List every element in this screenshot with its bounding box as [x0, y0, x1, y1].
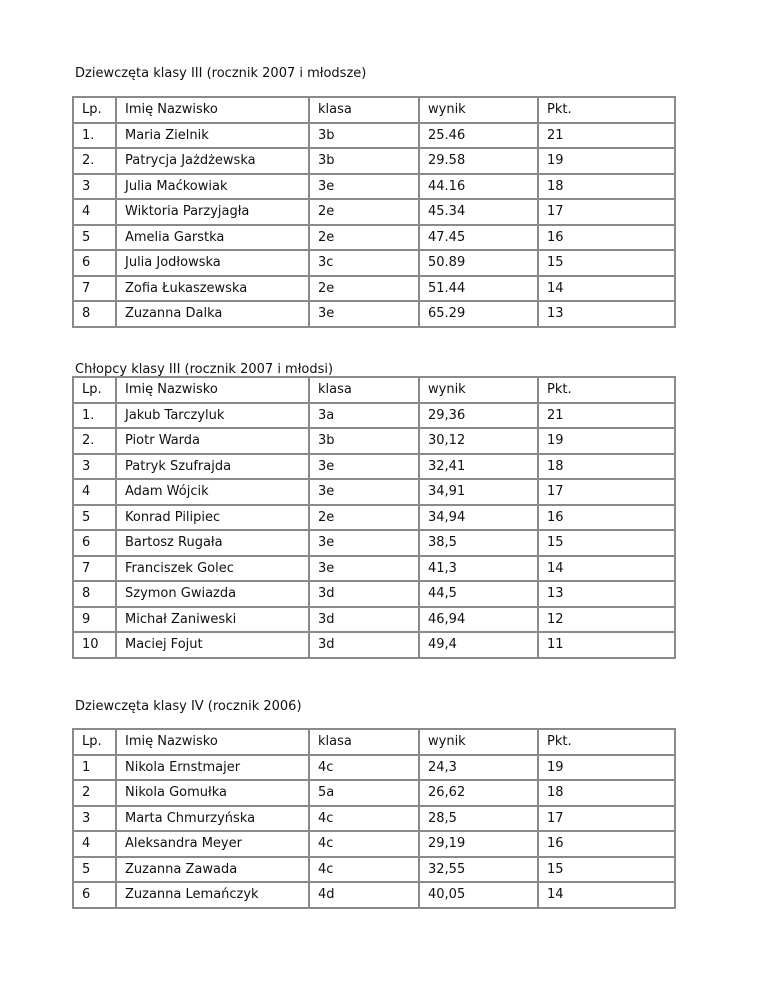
klasa-cell: klasa: [309, 377, 419, 403]
table-row: [73, 505, 675, 531]
name-cell: Nikola Gomułka: [116, 780, 309, 806]
wynik-cell: 29,19: [419, 831, 538, 857]
table-row: [73, 530, 675, 556]
lp-cell: 7: [73, 276, 116, 302]
klasa-cell: 4c: [309, 831, 419, 857]
klasa-cell: 3a: [309, 403, 419, 429]
table-row: [73, 831, 675, 857]
pkt-cell: 21: [538, 403, 675, 429]
klasa-cell: klasa: [309, 97, 419, 123]
name-cell: Szymon Gwiazda: [116, 581, 309, 607]
wynik-cell: 49,4: [419, 632, 538, 658]
lp-cell: 3: [73, 806, 116, 832]
table-row: [73, 123, 675, 149]
pkt-cell: Pkt.: [538, 729, 675, 755]
klasa-cell: 3e: [309, 454, 419, 480]
klasa-cell: 3d: [309, 607, 419, 633]
pkt-cell: Pkt.: [538, 97, 675, 123]
klasa-cell: 3d: [309, 581, 419, 607]
pkt-cell: 12: [538, 607, 675, 633]
name-cell: Julia Maćkowiak: [116, 174, 309, 200]
table-row: [73, 301, 675, 327]
name-cell: Franciszek Golec: [116, 556, 309, 582]
pkt-cell: 18: [538, 780, 675, 806]
results-table-girls-iii: [72, 96, 676, 328]
klasa-cell: 3e: [309, 556, 419, 582]
table-row: [73, 403, 675, 429]
pkt-cell: 21: [538, 123, 675, 149]
table-row: [73, 581, 675, 607]
name-cell: Adam Wójcik: [116, 479, 309, 505]
lp-cell: 1.: [73, 403, 116, 429]
pkt-cell: 16: [538, 831, 675, 857]
table-row: [73, 199, 675, 225]
pkt-cell: 18: [538, 454, 675, 480]
wynik-cell: wynik: [419, 729, 538, 755]
table-row: [73, 276, 675, 302]
table-header-row: [73, 97, 675, 123]
lp-cell: 1.: [73, 123, 116, 149]
pkt-cell: 17: [538, 479, 675, 505]
table-row: [73, 479, 675, 505]
lp-cell: 4: [73, 479, 116, 505]
name-cell: Maria Zielnik: [116, 123, 309, 149]
section-2-title: Dziewczęta klasy IV (rocznik 2006): [75, 699, 302, 714]
pkt-cell: 13: [538, 581, 675, 607]
name-cell: Piotr Warda: [116, 428, 309, 454]
section-1-title: Chłopcy klasy III (rocznik 2007 i młodsi): [75, 362, 334, 377]
name-cell: Nikola Ernstmajer: [116, 755, 309, 781]
pkt-cell: 13: [538, 301, 675, 327]
lp-cell: 8: [73, 581, 116, 607]
klasa-cell: 3e: [309, 530, 419, 556]
table-row: [73, 755, 675, 781]
table-row: [73, 174, 675, 200]
klasa-cell: 3e: [309, 174, 419, 200]
lp-cell: 6: [73, 530, 116, 556]
pkt-cell: 14: [538, 882, 675, 908]
name-cell: Imię Nazwisko: [116, 377, 309, 403]
lp-cell: 6: [73, 882, 116, 908]
table-row: [73, 556, 675, 582]
lp-cell: Lp.: [73, 729, 116, 755]
table-row: [73, 225, 675, 251]
table-row: [73, 454, 675, 480]
pkt-cell: 15: [538, 250, 675, 276]
results-table-girls-iv: [72, 728, 676, 909]
klasa-cell: 3b: [309, 148, 419, 174]
wynik-cell: 50.89: [419, 250, 538, 276]
pkt-cell: 17: [538, 199, 675, 225]
wynik-cell: 34,94: [419, 505, 538, 531]
lp-cell: 4: [73, 199, 116, 225]
wynik-cell: 65.29: [419, 301, 538, 327]
name-cell: Zofia Łukaszewska: [116, 276, 309, 302]
lp-cell: 1: [73, 755, 116, 781]
pkt-cell: 17: [538, 806, 675, 832]
name-cell: Imię Nazwisko: [116, 729, 309, 755]
wynik-cell: 32,55: [419, 857, 538, 883]
pkt-cell: 16: [538, 505, 675, 531]
wynik-cell: 44,5: [419, 581, 538, 607]
name-cell: Wiktoria Parzyjagła: [116, 199, 309, 225]
pkt-cell: 15: [538, 857, 675, 883]
klasa-cell: 2e: [309, 225, 419, 251]
table-row: [73, 806, 675, 832]
klasa-cell: 3b: [309, 428, 419, 454]
table-header-row: [73, 729, 675, 755]
lp-cell: 2.: [73, 428, 116, 454]
lp-cell: 5: [73, 505, 116, 531]
klasa-cell: 3e: [309, 479, 419, 505]
wynik-cell: 40,05: [419, 882, 538, 908]
klasa-cell: 2e: [309, 276, 419, 302]
lp-cell: 2.: [73, 148, 116, 174]
name-cell: Marta Chmurzyńska: [116, 806, 309, 832]
klasa-cell: 4c: [309, 806, 419, 832]
lp-cell: Lp.: [73, 377, 116, 403]
wynik-cell: 45.34: [419, 199, 538, 225]
wynik-cell: 41,3: [419, 556, 538, 582]
name-cell: Zuzanna Lemańczyk: [116, 882, 309, 908]
name-cell: Jakub Tarczyluk: [116, 403, 309, 429]
wynik-cell: 28,5: [419, 806, 538, 832]
lp-cell: 9: [73, 607, 116, 633]
name-cell: Aleksandra Meyer: [116, 831, 309, 857]
name-cell: Bartosz Rugała: [116, 530, 309, 556]
pkt-cell: 11: [538, 632, 675, 658]
klasa-cell: 3b: [309, 123, 419, 149]
wynik-cell: wynik: [419, 97, 538, 123]
klasa-cell: 3e: [309, 301, 419, 327]
wynik-cell: 25.46: [419, 123, 538, 149]
klasa-cell: 3c: [309, 250, 419, 276]
wynik-cell: 38,5: [419, 530, 538, 556]
lp-cell: 7: [73, 556, 116, 582]
name-cell: Patryk Szufrajda: [116, 454, 309, 480]
results-table-boys-iii: [72, 376, 676, 659]
pkt-cell: 14: [538, 556, 675, 582]
name-cell: Zuzanna Zawada: [116, 857, 309, 883]
klasa-cell: 3d: [309, 632, 419, 658]
table-row: [73, 857, 675, 883]
lp-cell: 3: [73, 174, 116, 200]
wynik-cell: wynik: [419, 377, 538, 403]
wynik-cell: 29.58: [419, 148, 538, 174]
name-cell: Julia Jodłowska: [116, 250, 309, 276]
wynik-cell: 30,12: [419, 428, 538, 454]
name-cell: Michał Zaniweski: [116, 607, 309, 633]
lp-cell: 3: [73, 454, 116, 480]
klasa-cell: 4d: [309, 882, 419, 908]
klasa-cell: 4c: [309, 755, 419, 781]
lp-cell: 10: [73, 632, 116, 658]
pkt-cell: 19: [538, 755, 675, 781]
name-cell: Zuzanna Dalka: [116, 301, 309, 327]
pkt-cell: 19: [538, 428, 675, 454]
name-cell: Konrad Pilipiec: [116, 505, 309, 531]
lp-cell: 8: [73, 301, 116, 327]
table-row: [73, 632, 675, 658]
wynik-cell: 51.44: [419, 276, 538, 302]
wynik-cell: 44.16: [419, 174, 538, 200]
klasa-cell: 2e: [309, 505, 419, 531]
klasa-cell: 4c: [309, 857, 419, 883]
wynik-cell: 24,3: [419, 755, 538, 781]
wynik-cell: 46,94: [419, 607, 538, 633]
table-row: [73, 428, 675, 454]
wynik-cell: 47.45: [419, 225, 538, 251]
name-cell: Amelia Garstka: [116, 225, 309, 251]
pkt-cell: 16: [538, 225, 675, 251]
klasa-cell: 5a: [309, 780, 419, 806]
lp-cell: 2: [73, 780, 116, 806]
pkt-cell: 18: [538, 174, 675, 200]
pkt-cell: Pkt.: [538, 377, 675, 403]
klasa-cell: klasa: [309, 729, 419, 755]
pkt-cell: 15: [538, 530, 675, 556]
lp-cell: 4: [73, 831, 116, 857]
table-header-row: [73, 377, 675, 403]
pkt-cell: 14: [538, 276, 675, 302]
lp-cell: 6: [73, 250, 116, 276]
table-row: [73, 148, 675, 174]
table-row: [73, 780, 675, 806]
table-row: [73, 250, 675, 276]
name-cell: Maciej Fojut: [116, 632, 309, 658]
lp-cell: 5: [73, 857, 116, 883]
lp-cell: 5: [73, 225, 116, 251]
name-cell: Patrycja Jażdżewska: [116, 148, 309, 174]
section-0-title: Dziewczęta klasy III (rocznik 2007 i młodsze): [75, 66, 367, 81]
table-row: [73, 607, 675, 633]
lp-cell: Lp.: [73, 97, 116, 123]
table-row: [73, 882, 675, 908]
wynik-cell: 34,91: [419, 479, 538, 505]
klasa-cell: 2e: [309, 199, 419, 225]
wynik-cell: 29,36: [419, 403, 538, 429]
wynik-cell: 26,62: [419, 780, 538, 806]
name-cell: Imię Nazwisko: [116, 97, 309, 123]
wynik-cell: 32,41: [419, 454, 538, 480]
pkt-cell: 19: [538, 148, 675, 174]
